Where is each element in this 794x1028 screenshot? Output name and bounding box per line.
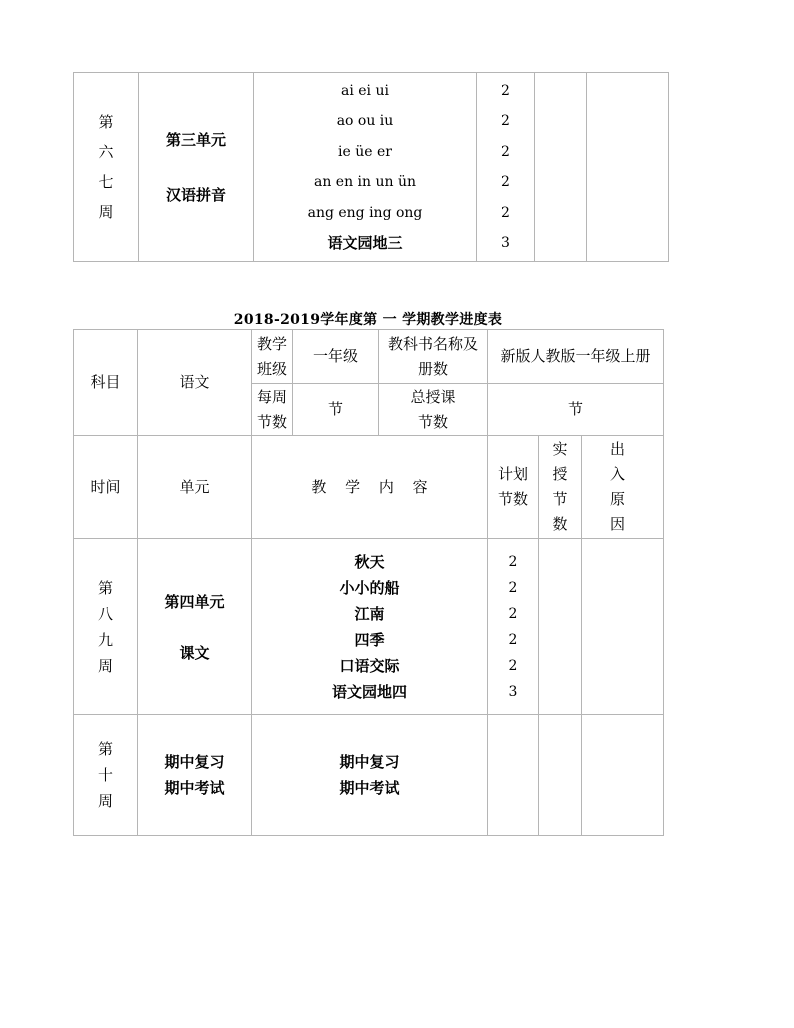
weekly-value: 节 <box>293 384 379 436</box>
reason-cell <box>587 73 669 262</box>
week-char: 八 <box>97 604 113 623</box>
planned-cell <box>488 539 539 715</box>
class-label-text: 教学班级 <box>257 334 288 378</box>
table-row <box>74 539 664 715</box>
period-count: 2 <box>501 82 510 99</box>
week-cell <box>74 539 138 715</box>
schedule-table <box>73 329 664 836</box>
col-actual-text: 实授节数 <box>552 440 568 533</box>
table-row <box>74 73 669 262</box>
week-char: 周 <box>98 203 114 221</box>
reason-cell <box>582 539 664 715</box>
textbook-label <box>379 330 488 384</box>
lesson-item: ang eng ing ong <box>307 204 423 221</box>
period-count: 2 <box>508 657 518 674</box>
unit-cell <box>138 715 252 836</box>
col-content-text: 教 学 内 容 <box>311 477 428 496</box>
total-value: 节 <box>488 384 664 436</box>
week-char: 七 <box>98 173 114 191</box>
col-actual <box>539 436 582 539</box>
actual-cell <box>535 73 587 262</box>
unit-cell <box>139 73 254 262</box>
lesson-item: 期中考试 <box>339 779 400 797</box>
weekly-label <box>252 384 293 436</box>
page-title: 2018-2019学年度第 一 学期教学进度表 <box>233 312 503 328</box>
content-cell <box>252 539 488 715</box>
lesson-item: 语文园地三 <box>327 234 403 252</box>
planned-cell <box>488 715 539 836</box>
week-char: 第 <box>97 578 113 597</box>
unit-title: 第四单元 <box>164 592 225 611</box>
week-char: 周 <box>97 792 113 810</box>
unit-cell <box>138 539 252 715</box>
week-char: 十 <box>97 766 113 784</box>
period-count: 2 <box>501 113 510 129</box>
total-label <box>379 384 488 436</box>
week-char: 六 <box>98 143 114 161</box>
class-value: 一年级 <box>293 330 379 384</box>
content-cell <box>252 715 488 836</box>
column-header-row <box>74 436 664 539</box>
week-char: 九 <box>97 630 113 649</box>
week-char: 第 <box>97 740 113 758</box>
col-reason <box>582 436 664 539</box>
lesson-item: 秋天 <box>354 552 385 571</box>
unit-subtitle: 课文 <box>179 643 210 662</box>
lesson-item: ie üe er <box>338 143 392 160</box>
week-char: 周 <box>97 656 113 675</box>
col-unit: 单元 <box>138 436 252 539</box>
lesson-item: 四季 <box>354 630 385 649</box>
week-cell <box>74 73 139 262</box>
lesson-item: ai ei ui <box>341 82 389 99</box>
period-count: 2 <box>501 204 510 221</box>
col-reason-text: 出入原因 <box>610 440 636 533</box>
class-label <box>252 330 293 384</box>
lesson-item: 口语交际 <box>339 656 400 675</box>
week-cell <box>74 715 138 836</box>
lesson-item: ao ou iu <box>336 113 394 129</box>
period-count: 3 <box>501 235 510 251</box>
lesson-item: 期中复习 <box>339 753 400 771</box>
table-row <box>74 715 664 836</box>
period-count: 3 <box>508 683 518 700</box>
weekly-label-text: 每周节数 <box>257 387 288 431</box>
period-count: 2 <box>501 174 510 190</box>
col-planned-text: 计划节数 <box>498 465 529 508</box>
unit-title: 第三单元 <box>165 131 226 149</box>
lesson-item: 江南 <box>354 604 385 623</box>
header-row <box>74 330 664 384</box>
period-count: 2 <box>508 631 518 648</box>
period-count: 2 <box>508 553 518 570</box>
week-char: 第 <box>98 113 114 131</box>
reason-cell <box>582 715 664 836</box>
unit-title: 期中复习 <box>164 753 225 771</box>
planned-cell <box>477 73 535 262</box>
subject-label: 科目 <box>74 330 138 436</box>
actual-cell <box>539 539 582 715</box>
textbook-value: 新版人教版一年级上册 <box>488 330 664 384</box>
lesson-item: 语文园地四 <box>332 682 408 701</box>
col-planned <box>488 436 539 539</box>
unit-title: 期中考试 <box>164 779 225 797</box>
schedule-table-top <box>73 72 669 262</box>
textbook-label-text: 教科书名称及册数 <box>388 334 479 378</box>
unit-subtitle: 汉语拼音 <box>165 186 226 204</box>
col-content <box>252 436 488 539</box>
period-count: 2 <box>508 579 518 596</box>
period-count: 2 <box>501 143 510 160</box>
lesson-item: 小小的船 <box>339 578 400 597</box>
subject-value: 语文 <box>138 330 252 436</box>
col-time: 时间 <box>74 436 138 539</box>
lesson-item: an en in un ün <box>313 174 417 190</box>
total-label-text: 总授课节数 <box>410 387 456 431</box>
content-cell <box>254 73 477 262</box>
period-count: 2 <box>508 605 518 622</box>
actual-cell <box>539 715 582 836</box>
